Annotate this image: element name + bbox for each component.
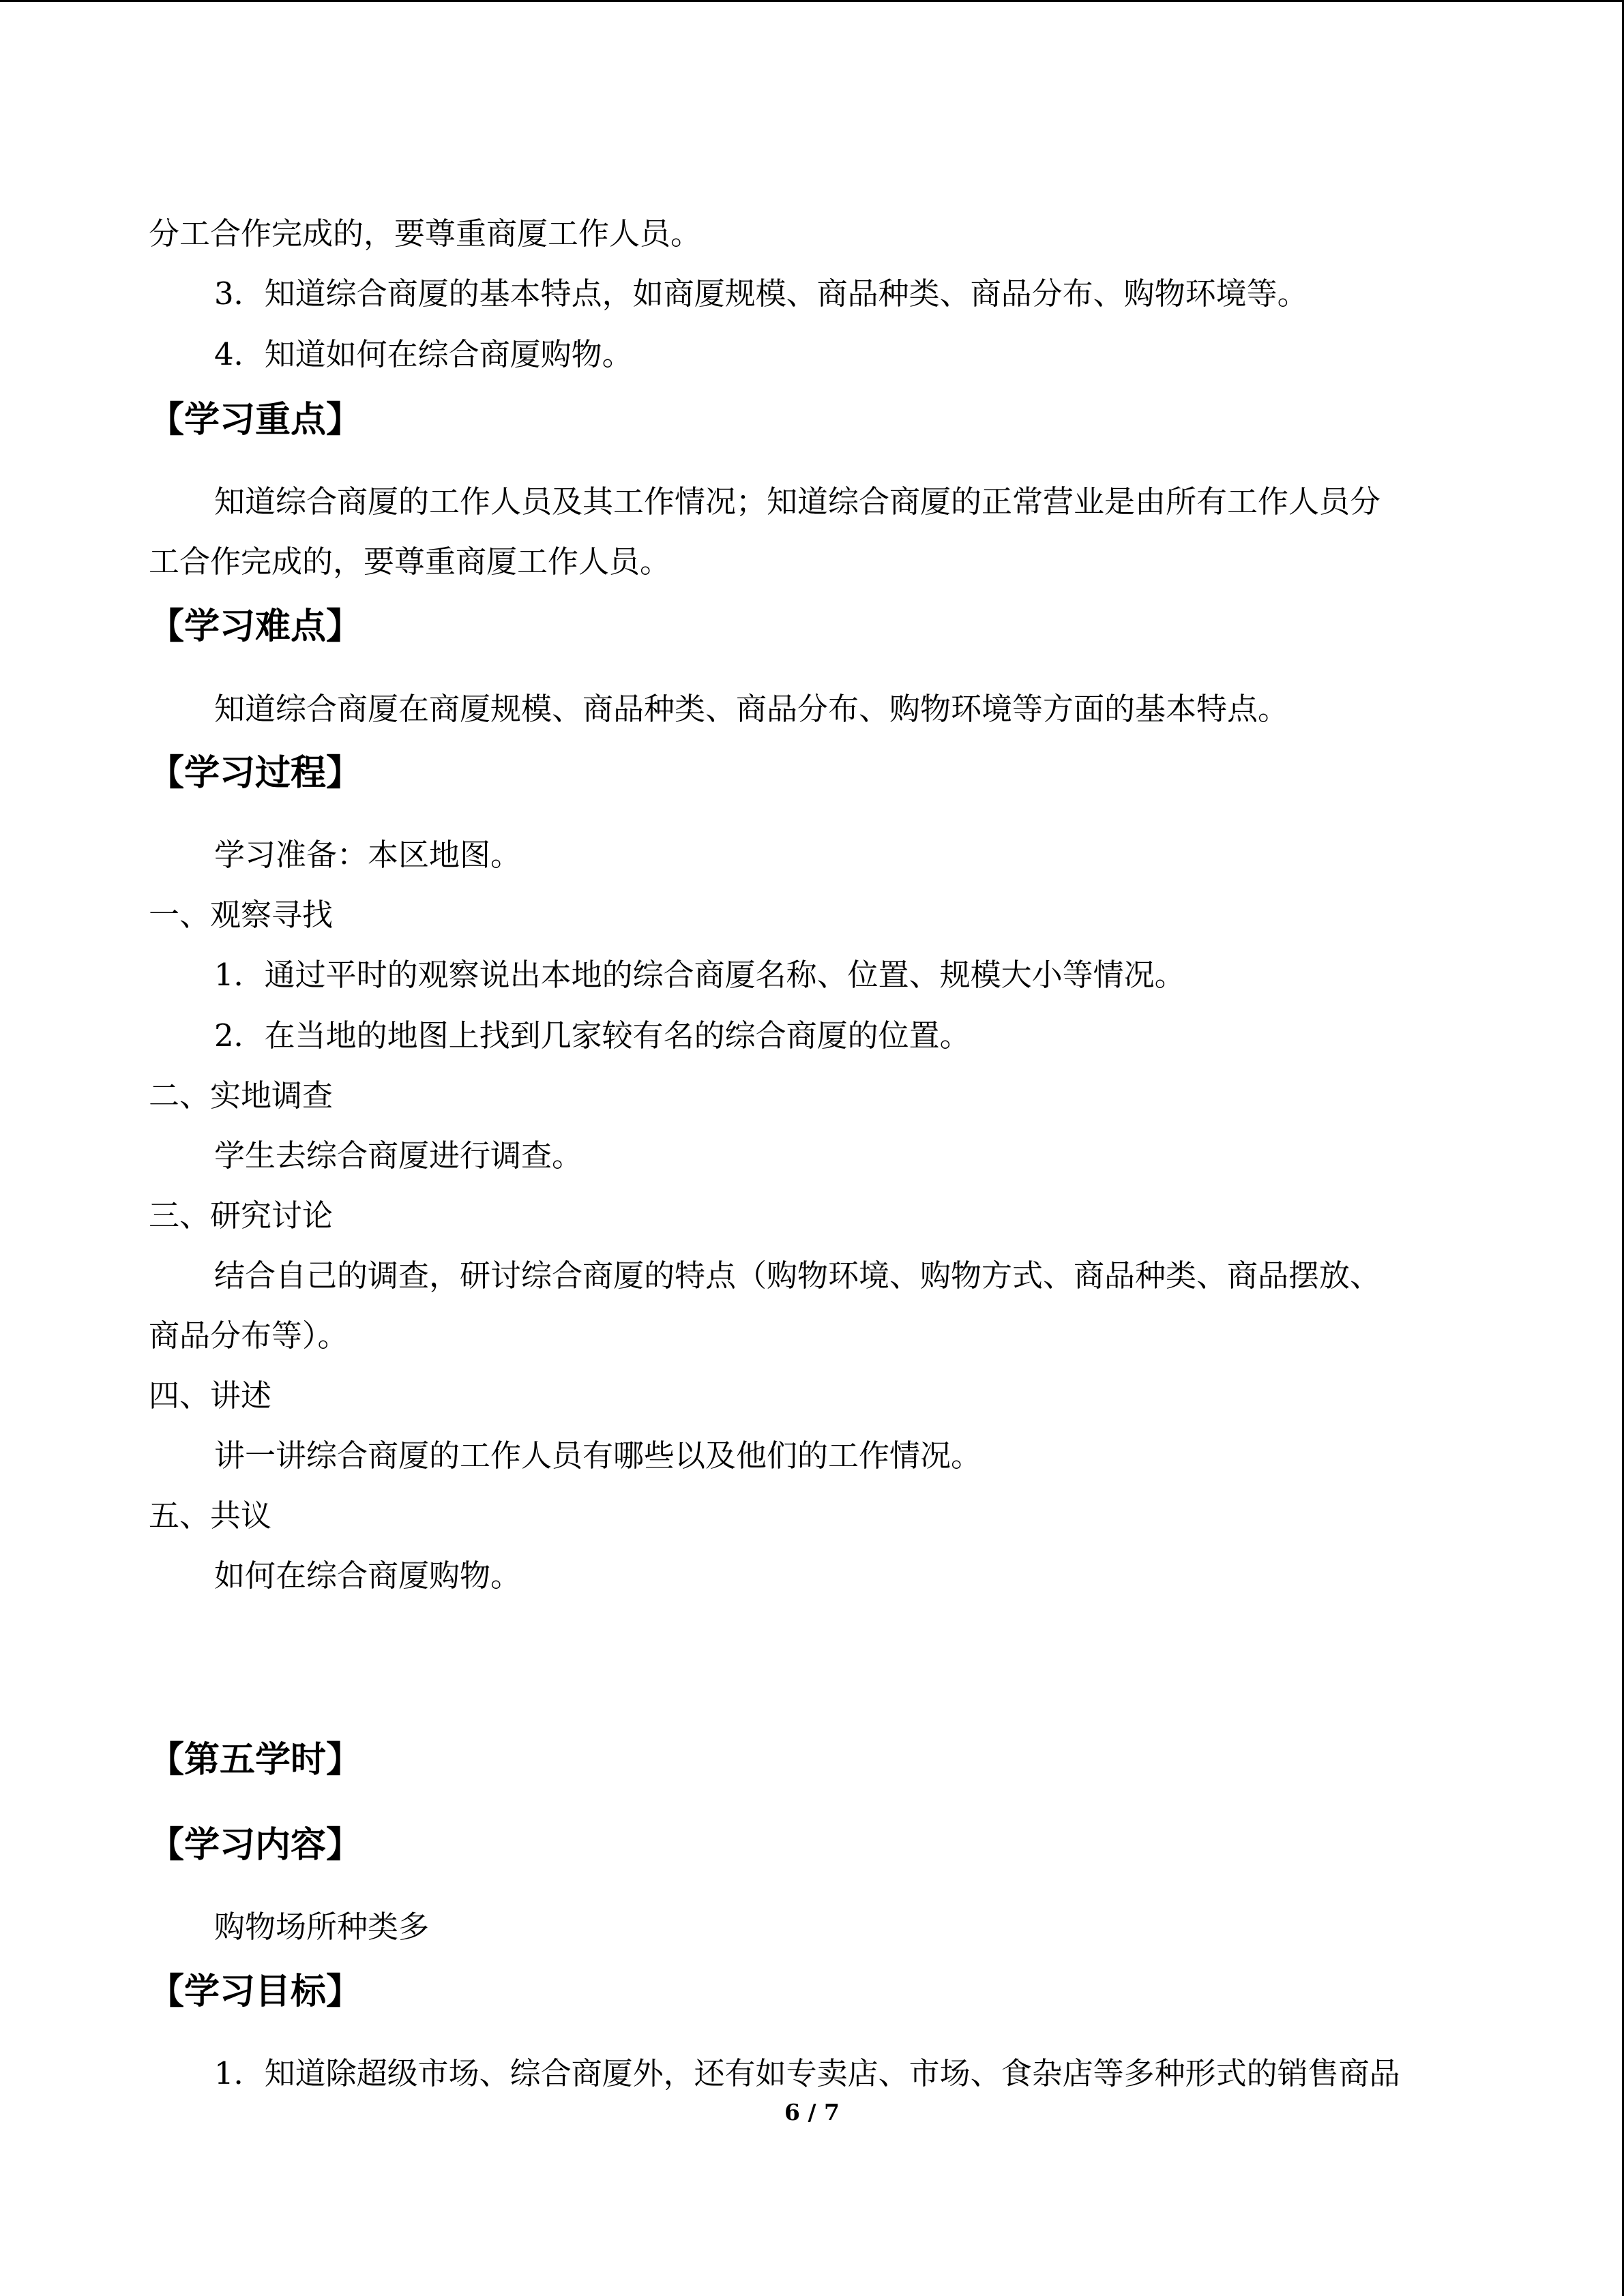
section-heading-key-points: 【学习重点】: [149, 400, 362, 441]
section-heading-goals: 【学习目标】: [149, 1971, 362, 2012]
paragraph-line: 工合作完成的，要尊重商厦工作人员。: [149, 543, 671, 580]
paragraph-line: 知道综合商厦的工作人员及其工作情况；知道综合商厦的正常营业是由所有工作人员分: [214, 483, 1381, 520]
page-number: 6 / 7: [784, 2099, 840, 2126]
list-item: 1．知道除超级市场、综合商厦外，还有如专卖店、市场、食杂店等多种形式的销售商品: [214, 2055, 1400, 2091]
section-heading-content: 【学习内容】: [149, 1825, 362, 1866]
section-heading-process: 【学习过程】: [149, 753, 362, 794]
list-item: 3．知道综合商厦的基本特点，如商厦规模、商品种类、商品分布、购物环境等。: [214, 275, 1308, 312]
page-border-top: [0, 0, 1624, 2]
subsection-title: 一、观察寻找: [149, 897, 334, 933]
subsection-title: 五、共议: [149, 1497, 272, 1534]
list-item: 4．知道如何在综合商厦购物。: [214, 336, 633, 372]
paragraph-line: 学生去综合商厦进行调查。: [214, 1137, 583, 1174]
paragraph-line: 购物场所种类多: [214, 1909, 430, 1945]
paragraph-line: 结合自己的调查，研讨综合商厦的特点（购物环境、购物方式、商品种类、商品摆放、: [214, 1257, 1381, 1294]
paragraph-line: 知道综合商厦在商厦规模、商品种类、商品分布、购物环境等方面的基本特点。: [214, 691, 1289, 727]
section-heading-difficulties: 【学习难点】: [149, 606, 362, 647]
subsection-title: 二、实地调查: [149, 1077, 334, 1114]
subsection-title: 三、研究讨论: [149, 1197, 334, 1234]
paragraph-line: 分工合作完成的，要尊重商厦工作人员。: [149, 215, 702, 252]
paragraph-line: 商品分布等）。: [149, 1317, 349, 1354]
subsection-title: 四、讲述: [149, 1377, 272, 1414]
paragraph-line: 讲一讲综合商厦的工作人员有哪些以及他们的工作情况。: [214, 1437, 982, 1474]
section-heading-lesson-five: 【第五学时】: [149, 1740, 362, 1780]
paragraph-line: 如何在综合商厦购物。: [214, 1557, 522, 1594]
list-item: 1．通过平时的观察说出本地的综合商厦名称、位置、规模大小等情况。: [214, 957, 1185, 993]
list-item: 2．在当地的地图上找到几家较有名的综合商厦的位置。: [214, 1017, 971, 1054]
paragraph-line: 学习准备：本区地图。: [214, 837, 522, 873]
